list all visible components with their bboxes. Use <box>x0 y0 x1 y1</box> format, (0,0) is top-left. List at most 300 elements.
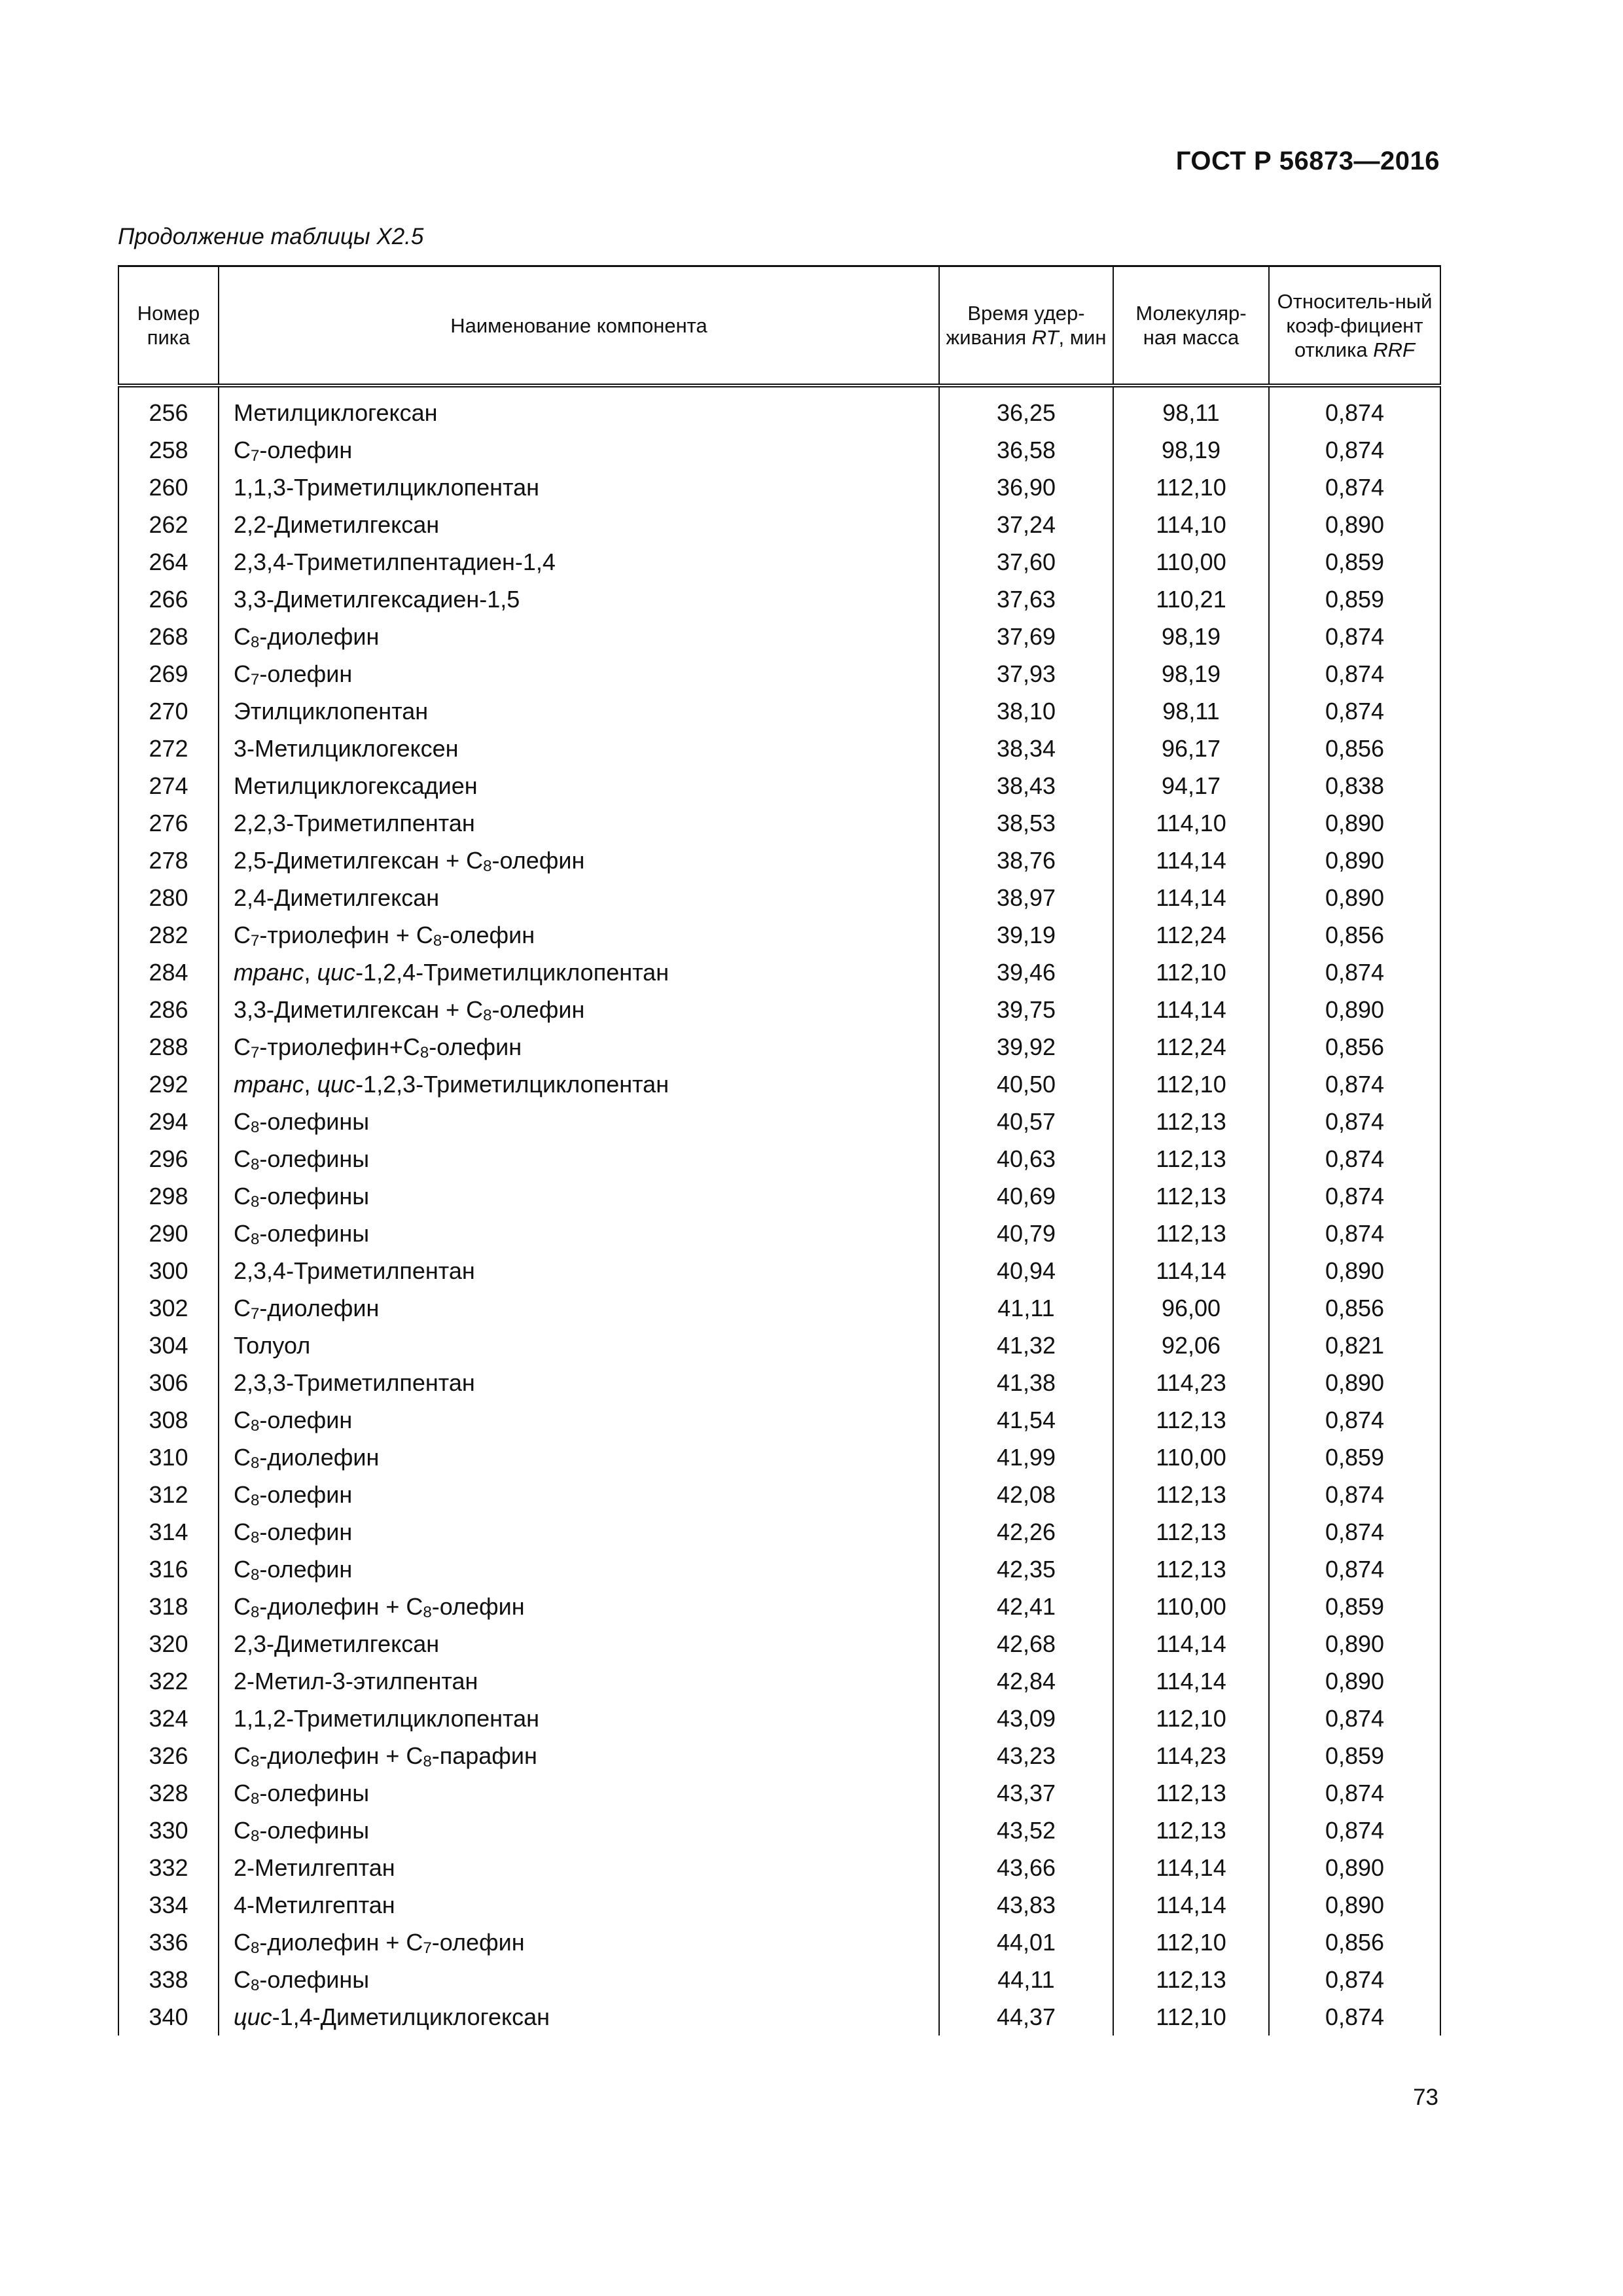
text-fragment: Этилциклопентан <box>234 697 429 725</box>
cell-component-name <box>219 916 939 954</box>
cell-retention-time: 38,53 <box>939 804 1113 842</box>
cell-rrf: 0,874 <box>1269 1140 1440 1177</box>
components-table <box>118 265 1440 2036</box>
cell-component-name <box>219 1103 939 1140</box>
cell-retention-time: 38,97 <box>939 879 1113 916</box>
text-fragment: C <box>234 1443 251 1471</box>
cell-molecular-mass: 98,19 <box>1113 431 1269 469</box>
cell-retention-time: 40,69 <box>939 1177 1113 1215</box>
table-row <box>118 1177 1440 1215</box>
table-row <box>118 1886 1440 1924</box>
text-fragment: 2,2-Диметилгексан <box>234 511 440 538</box>
cell-peak-number: 336 <box>118 1924 219 1961</box>
cell-molecular-mass: 110,00 <box>1113 1439 1269 1476</box>
cell-molecular-mass: 112,13 <box>1113 1513 1269 1551</box>
cell-rrf: 0,874 <box>1269 386 1440 431</box>
table-row <box>118 1551 1440 1588</box>
cell-retention-time: 41,38 <box>939 1364 1113 1401</box>
subscript: 8 <box>251 1528 260 1547</box>
cell-molecular-mass: 112,13 <box>1113 1551 1269 1588</box>
cell-molecular-mass: 110,21 <box>1113 581 1269 618</box>
table-row <box>118 469 1440 506</box>
cell-rrf: 0,874 <box>1269 1476 1440 1513</box>
cell-retention-time: 41,32 <box>939 1327 1113 1364</box>
text-fragment: Номер пика <box>137 302 200 349</box>
table-row <box>118 991 1440 1028</box>
cell-peak-number: 258 <box>118 431 219 469</box>
cell-molecular-mass: 112,10 <box>1113 1998 1269 2036</box>
cell-rrf: 0,856 <box>1269 1289 1440 1327</box>
cell-rrf: 0,874 <box>1269 692 1440 730</box>
cell-component-name <box>219 543 939 581</box>
text-fragment: -диолефин + C <box>259 1592 423 1620</box>
cell-component-name <box>219 655 939 692</box>
table-row <box>118 1625 1440 1662</box>
text-fragment: , мин <box>1058 326 1107 349</box>
cell-component-name <box>219 1177 939 1215</box>
italic-text: цис <box>234 2003 272 2030</box>
text-fragment: C <box>234 1816 251 1844</box>
text-fragment: C <box>234 1742 251 1769</box>
table-row <box>118 1924 1440 1961</box>
text-fragment: C <box>234 1965 251 1993</box>
cell-molecular-mass: 114,10 <box>1113 804 1269 842</box>
subscript: 8 <box>251 1939 260 1957</box>
cell-retention-time: 40,79 <box>939 1215 1113 1252</box>
cell-rrf: 0,874 <box>1269 1812 1440 1849</box>
cell-retention-time: 41,54 <box>939 1401 1113 1439</box>
text-fragment: -триолефин + C <box>259 921 433 948</box>
subscript: 8 <box>251 1454 260 1472</box>
cell-component-name <box>219 954 939 991</box>
cell-rrf: 0,874 <box>1269 1215 1440 1252</box>
cell-peak-number: 288 <box>118 1028 219 1066</box>
cell-rrf: 0,874 <box>1269 655 1440 692</box>
text-fragment: -олефин <box>429 1033 522 1060</box>
subscript: 8 <box>251 1416 260 1435</box>
cell-molecular-mass: 94,17 <box>1113 767 1269 804</box>
table-row <box>118 1327 1440 1364</box>
cell-component-name <box>219 1998 939 2036</box>
italic-text: RRF <box>1373 338 1415 361</box>
text-fragment: 2,5-Диметилгексан + C <box>234 846 484 874</box>
cell-retention-time: 42,08 <box>939 1476 1113 1513</box>
cell-retention-time: 40,50 <box>939 1066 1113 1103</box>
cell-molecular-mass: 98,11 <box>1113 386 1269 431</box>
cell-component-name <box>219 431 939 469</box>
cell-retention-time: 41,11 <box>939 1289 1113 1327</box>
cell-component-name <box>219 879 939 916</box>
cell-peak-number: 266 <box>118 581 219 618</box>
cell-molecular-mass: 114,14 <box>1113 991 1269 1028</box>
text-fragment: 2,4-Диметилгексан <box>234 884 440 911</box>
cell-peak-number: 316 <box>118 1551 219 1588</box>
text-fragment: -олефин <box>259 660 353 687</box>
text-fragment: -парафин <box>431 1742 537 1769</box>
table-row <box>118 1588 1440 1625</box>
table-row <box>118 543 1440 581</box>
subscript: 8 <box>419 1043 429 1062</box>
subscript: 8 <box>251 1118 260 1136</box>
cell-retention-time: 43,09 <box>939 1700 1113 1737</box>
text-fragment: Относитель-ный коэф-фициент отклика <box>1277 289 1433 361</box>
cell-retention-time: 42,35 <box>939 1551 1113 1588</box>
cell-component-name <box>219 1513 939 1551</box>
cell-retention-time: 40,57 <box>939 1103 1113 1140</box>
table-row <box>118 767 1440 804</box>
subscript: 8 <box>251 1789 260 1808</box>
cell-peak-number: 268 <box>118 618 219 655</box>
cell-peak-number: 320 <box>118 1625 219 1662</box>
cell-retention-time: 44,37 <box>939 1998 1113 2036</box>
text-fragment: Метилциклогексан <box>234 399 438 426</box>
italic-text: цис <box>317 958 356 986</box>
cell-molecular-mass: 114,14 <box>1113 879 1269 916</box>
cell-molecular-mass: 112,13 <box>1113 1177 1269 1215</box>
subscript: 8 <box>423 1603 432 1621</box>
subscript: 7 <box>251 670 260 689</box>
subscript: 8 <box>483 1006 492 1024</box>
cell-molecular-mass: 114,14 <box>1113 1662 1269 1700</box>
cell-molecular-mass: 114,14 <box>1113 842 1269 879</box>
subscript: 7 <box>251 446 260 465</box>
cell-molecular-mass: 114,23 <box>1113 1364 1269 1401</box>
text-fragment: -олефины <box>259 1219 370 1247</box>
table-header-row <box>118 266 1440 386</box>
cell-retention-time: 38,43 <box>939 767 1113 804</box>
cell-peak-number: 262 <box>118 506 219 543</box>
text-fragment: C <box>234 1928 251 1956</box>
table-row <box>118 1849 1440 1886</box>
table-row <box>118 1961 1440 1998</box>
cell-retention-time: 36,90 <box>939 469 1113 506</box>
text-fragment: Время удер-живания <box>946 302 1085 349</box>
cell-peak-number: 332 <box>118 1849 219 1886</box>
cell-component-name <box>219 1401 939 1439</box>
cell-component-name <box>219 1625 939 1662</box>
cell-retention-time: 42,26 <box>939 1513 1113 1551</box>
table-row <box>118 954 1440 991</box>
column-header-molecular-mass <box>1113 266 1269 386</box>
text-fragment: -олефины <box>259 1816 370 1844</box>
cell-rrf: 0,856 <box>1269 1028 1440 1066</box>
cell-component-name <box>219 1140 939 1177</box>
table-body <box>118 386 1440 2036</box>
cell-retention-time: 37,93 <box>939 655 1113 692</box>
cell-peak-number: 310 <box>118 1439 219 1476</box>
cell-component-name <box>219 1812 939 1849</box>
text-fragment: C <box>234 660 251 687</box>
cell-peak-number: 302 <box>118 1289 219 1327</box>
cell-molecular-mass: 112,10 <box>1113 954 1269 991</box>
cell-rrf: 0,856 <box>1269 1924 1440 1961</box>
cell-retention-time: 44,01 <box>939 1924 1113 1961</box>
cell-component-name <box>219 1961 939 1998</box>
cell-peak-number: 260 <box>118 469 219 506</box>
cell-molecular-mass: 98,19 <box>1113 618 1269 655</box>
table-row <box>118 879 1440 916</box>
cell-retention-time: 43,83 <box>939 1886 1113 1924</box>
cell-peak-number: 308 <box>118 1401 219 1439</box>
cell-component-name <box>219 1886 939 1924</box>
cell-retention-time: 38,10 <box>939 692 1113 730</box>
text-fragment: -олефин <box>259 436 353 463</box>
cell-rrf: 0,874 <box>1269 469 1440 506</box>
cell-peak-number: 276 <box>118 804 219 842</box>
cell-component-name <box>219 1028 939 1066</box>
cell-peak-number: 282 <box>118 916 219 954</box>
cell-peak-number: 338 <box>118 1961 219 1998</box>
cell-rrf: 0,874 <box>1269 1103 1440 1140</box>
cell-molecular-mass: 112,24 <box>1113 916 1269 954</box>
cell-peak-number: 296 <box>118 1140 219 1177</box>
cell-peak-number: 298 <box>118 1177 219 1215</box>
column-header-retention-time <box>939 266 1113 386</box>
cell-component-name <box>219 1662 939 1700</box>
cell-peak-number: 286 <box>118 991 219 1028</box>
cell-rrf: 0,874 <box>1269 954 1440 991</box>
cell-peak-number: 274 <box>118 767 219 804</box>
text-fragment: C <box>234 1182 251 1210</box>
cell-rrf: 0,874 <box>1269 1513 1440 1551</box>
text-fragment: -олефины <box>259 1182 370 1210</box>
text-fragment: 2,3,3-Триметилпентан <box>234 1369 475 1396</box>
text-fragment: 1,1,2-Триметилциклопентан <box>234 1704 540 1732</box>
text-fragment: -олефин <box>442 921 535 948</box>
text-fragment: -олефины <box>259 1965 370 1993</box>
italic-text: транс <box>234 958 304 986</box>
cell-rrf: 0,874 <box>1269 1961 1440 1998</box>
cell-rrf: 0,874 <box>1269 1177 1440 1215</box>
subscript: 8 <box>251 1155 260 1174</box>
cell-retention-time: 37,63 <box>939 581 1113 618</box>
cell-peak-number: 340 <box>118 1998 219 2036</box>
cell-component-name <box>219 1439 939 1476</box>
cell-peak-number: 290 <box>118 1215 219 1252</box>
cell-rrf: 0,874 <box>1269 1774 1440 1812</box>
cell-peak-number: 312 <box>118 1476 219 1513</box>
cell-molecular-mass: 96,17 <box>1113 730 1269 767</box>
text-fragment: -олефины <box>259 1779 370 1806</box>
table-row <box>118 1140 1440 1177</box>
cell-component-name <box>219 506 939 543</box>
text-fragment: C <box>234 1107 251 1135</box>
table-caption: Продолжение таблицы X2.5 <box>118 224 424 249</box>
cell-component-name <box>219 767 939 804</box>
text-fragment: 1,1,3-Триметилциклопентан <box>234 473 540 501</box>
table-row <box>118 506 1440 543</box>
text-fragment: C <box>234 1480 251 1508</box>
cell-rrf: 0,874 <box>1269 1066 1440 1103</box>
table-row <box>118 1998 1440 2036</box>
cell-rrf: 0,874 <box>1269 1401 1440 1439</box>
cell-rrf: 0,821 <box>1269 1327 1440 1364</box>
subscript: 8 <box>251 633 260 651</box>
cell-peak-number: 300 <box>118 1252 219 1289</box>
cell-molecular-mass: 110,00 <box>1113 1588 1269 1625</box>
text-fragment: -олефин <box>259 1518 353 1545</box>
standard-code: ГОСТ Р 56873—2016 <box>1175 147 1440 175</box>
subscript: 8 <box>251 1752 260 1770</box>
cell-retention-time: 43,23 <box>939 1737 1113 1774</box>
cell-retention-time: 38,34 <box>939 730 1113 767</box>
table-row <box>118 1439 1440 1476</box>
text-fragment: -триолефин+C <box>259 1033 420 1060</box>
text-fragment: -1,4-Диметилциклогексан <box>272 2003 550 2030</box>
table-row <box>118 842 1440 879</box>
cell-molecular-mass: 112,24 <box>1113 1028 1269 1066</box>
cell-rrf: 0,838 <box>1269 767 1440 804</box>
cell-molecular-mass: 114,10 <box>1113 506 1269 543</box>
subscript: 7 <box>251 1043 260 1062</box>
text-fragment: -олефин <box>259 1480 353 1508</box>
table-row <box>118 1066 1440 1103</box>
cell-retention-time: 39,19 <box>939 916 1113 954</box>
table-row <box>118 1662 1440 1700</box>
cell-peak-number: 314 <box>118 1513 219 1551</box>
cell-molecular-mass: 96,00 <box>1113 1289 1269 1327</box>
cell-rrf: 0,890 <box>1269 842 1440 879</box>
text-fragment: -диолефин <box>259 1294 380 1321</box>
cell-peak-number: 278 <box>118 842 219 879</box>
cell-molecular-mass: 110,00 <box>1113 543 1269 581</box>
text-fragment: Толуол <box>234 1331 311 1359</box>
cell-retention-time: 39,75 <box>939 991 1113 1028</box>
table-row <box>118 1812 1440 1849</box>
table-row <box>118 655 1440 692</box>
cell-molecular-mass: 112,13 <box>1113 1774 1269 1812</box>
table-row <box>118 804 1440 842</box>
table-row <box>118 1774 1440 1812</box>
subscript: 8 <box>251 1193 260 1211</box>
table-row <box>118 581 1440 618</box>
text-fragment: -олефины <box>259 1107 370 1135</box>
text-fragment: C <box>234 1779 251 1806</box>
text-fragment: -диолефин <box>259 1443 380 1471</box>
cell-peak-number: 328 <box>118 1774 219 1812</box>
text-fragment: -олефин <box>259 1406 353 1433</box>
cell-molecular-mass: 112,13 <box>1113 1401 1269 1439</box>
cell-peak-number: 306 <box>118 1364 219 1401</box>
text-fragment: , <box>304 958 317 986</box>
cell-retention-time: 38,76 <box>939 842 1113 879</box>
cell-molecular-mass: 112,10 <box>1113 1066 1269 1103</box>
text-fragment: -олефин <box>431 1592 525 1620</box>
text-fragment: -олефин <box>431 1928 525 1956</box>
cell-peak-number: 264 <box>118 543 219 581</box>
subscript: 8 <box>433 931 442 950</box>
cell-component-name <box>219 469 939 506</box>
table-row <box>118 1215 1440 1252</box>
cell-rrf: 0,859 <box>1269 1737 1440 1774</box>
table-row <box>118 386 1440 431</box>
cell-peak-number: 270 <box>118 692 219 730</box>
table-row <box>118 1252 1440 1289</box>
text-fragment: Метилциклогексадиен <box>234 772 478 799</box>
cell-peak-number: 284 <box>118 954 219 991</box>
table-row <box>118 1401 1440 1439</box>
cell-component-name <box>219 581 939 618</box>
cell-retention-time: 36,25 <box>939 386 1113 431</box>
subscript: 8 <box>251 1827 260 1845</box>
cell-molecular-mass: 98,11 <box>1113 692 1269 730</box>
subscript: 7 <box>251 931 260 950</box>
cell-retention-time: 42,41 <box>939 1588 1113 1625</box>
cell-rrf: 0,874 <box>1269 1998 1440 2036</box>
cell-peak-number: 304 <box>118 1327 219 1364</box>
cell-retention-time: 41,99 <box>939 1439 1113 1476</box>
column-header-peak-number <box>118 266 219 386</box>
table-row <box>118 730 1440 767</box>
cell-peak-number: 269 <box>118 655 219 692</box>
cell-rrf: 0,859 <box>1269 1588 1440 1625</box>
cell-component-name <box>219 730 939 767</box>
table-row <box>118 1289 1440 1327</box>
cell-component-name <box>219 692 939 730</box>
text-fragment: -1,2,4-Триметилциклопентан <box>355 958 669 986</box>
text-fragment: C <box>234 1518 251 1545</box>
cell-rrf: 0,890 <box>1269 1662 1440 1700</box>
cell-component-name <box>219 618 939 655</box>
cell-component-name <box>219 1252 939 1289</box>
text-fragment: Наименование компонента <box>450 314 707 337</box>
text-fragment: 4-Метилгептан <box>234 1891 395 1918</box>
cell-component-name <box>219 1364 939 1401</box>
text-fragment: C <box>234 1294 251 1321</box>
cell-molecular-mass: 114,14 <box>1113 1252 1269 1289</box>
subscript: 7 <box>251 1304 260 1323</box>
cell-molecular-mass: 114,14 <box>1113 1625 1269 1662</box>
table-row <box>118 1700 1440 1737</box>
cell-molecular-mass: 112,13 <box>1113 1103 1269 1140</box>
column-header-rrf <box>1269 266 1440 386</box>
text-fragment: 3-Метилциклогексен <box>234 734 459 762</box>
page-number: 73 <box>1413 2085 1438 2110</box>
cell-molecular-mass: 112,13 <box>1113 1140 1269 1177</box>
text-fragment: C <box>234 1592 251 1620</box>
subscript: 8 <box>251 1491 260 1509</box>
text-fragment: C <box>234 1219 251 1247</box>
text-fragment: Молекуляр-ная масса <box>1135 302 1247 349</box>
cell-molecular-mass: 92,06 <box>1113 1327 1269 1364</box>
cell-component-name <box>219 1327 939 1364</box>
cell-rrf: 0,874 <box>1269 431 1440 469</box>
cell-peak-number: 256 <box>118 386 219 431</box>
table-row <box>118 1513 1440 1551</box>
cell-peak-number: 322 <box>118 1662 219 1700</box>
cell-rrf: 0,874 <box>1269 618 1440 655</box>
subscript: 8 <box>251 1976 260 1994</box>
cell-retention-time: 43,52 <box>939 1812 1113 1849</box>
cell-peak-number: 324 <box>118 1700 219 1737</box>
cell-rrf: 0,874 <box>1269 1551 1440 1588</box>
cell-component-name <box>219 804 939 842</box>
text-fragment: -диолефин + C <box>259 1928 423 1956</box>
cell-peak-number: 326 <box>118 1737 219 1774</box>
cell-rrf: 0,859 <box>1269 543 1440 581</box>
text-fragment: C <box>234 1555 251 1583</box>
italic-text: RT <box>1031 326 1059 349</box>
text-fragment: -1,2,3-Триметилциклопентан <box>355 1070 669 1098</box>
cell-retention-time: 43,66 <box>939 1849 1113 1886</box>
cell-retention-time: 39,92 <box>939 1028 1113 1066</box>
table-row <box>118 1476 1440 1513</box>
text-fragment: C <box>234 921 251 948</box>
cell-rrf: 0,859 <box>1269 581 1440 618</box>
cell-rrf: 0,890 <box>1269 991 1440 1028</box>
cell-retention-time: 44,11 <box>939 1961 1113 1998</box>
subscript: 8 <box>423 1752 432 1770</box>
